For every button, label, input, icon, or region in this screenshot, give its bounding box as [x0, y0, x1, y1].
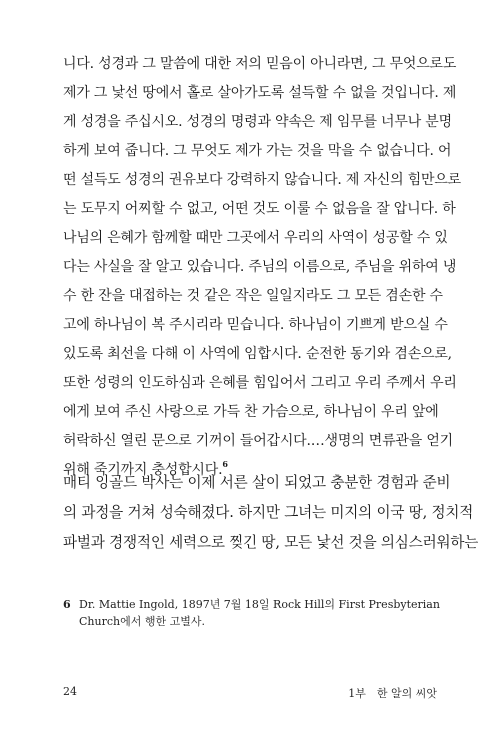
- quote-line: 또한 성령의 인도하심과 은혜를 힘입어서 그리고 우리 주께서 우리: [63, 375, 457, 391]
- quote-line: 게 성경을 주십시오. 성경의 명령과 약속은 제 임무를 너무나 분명: [63, 114, 452, 130]
- narrative-line: 의 과정을 거쳐 성숙해졌다. 하지만 그녀는 미지의 이국 땅, 정치적: [63, 504, 474, 521]
- narrative-paragraph: [63, 468, 479, 558]
- quoted-speech-block: [63, 50, 461, 485]
- narrative-line: 파벌과 경쟁적인 세력으로 찢긴 땅, 모든 낯선 것을 의심스러워하는: [63, 534, 479, 551]
- quote-line: 니다. 성경과 그 말씀에 대한 저의 믿음이 아니라면, 그 무엇으로도: [63, 56, 457, 72]
- quote-line: 수 한 잔을 대접하는 것 같은 작은 일일지라도 그 모든 겸손한 수: [63, 288, 443, 304]
- quote-last-line-text: 위해 죽기까지 충성합시다.: [63, 462, 223, 478]
- narrative-line: 매티 잉골드 박사는 이제 서른 살이 되었고 충분한 경험과 준비: [63, 474, 451, 491]
- footnote-number: 6: [63, 598, 71, 611]
- page-number: 24: [63, 685, 77, 698]
- quote-line: 제가 그 낯선 땅에서 홀로 살아가도록 설득할 수 없을 것입니다. 제: [63, 85, 457, 101]
- quote-line: 나님의 은혜가 함께할 때만 그곳에서 우리의 사역이 성공할 수 있: [63, 230, 448, 246]
- quote-line: 는 도무지 어찌할 수 없고, 어떤 것도 이룰 수 없음을 잘 압니다. 하: [63, 201, 456, 217]
- footnote-reference[interactable]: 6: [222, 459, 228, 469]
- quote-line: 다는 사실을 잘 알고 있습니다. 주님의 이름으로, 주님을 위하여 냉: [63, 259, 457, 275]
- quote-line: 있도록 최선을 다해 이 사역에 임합시다. 순전한 동기와 겸손으로,: [63, 346, 452, 362]
- running-head: 1부 한 알의 씨앗: [348, 687, 437, 700]
- footnote-text: Dr. Mattie Ingold, 1897년 7월 18일 Rock Hill의 First Presbyterian Church에서 행한 고별사.: [79, 598, 440, 628]
- quote-line: 하게 보여 줍니다. 그 무엇도 제가 가는 것을 막을 수 없습니다. 어: [63, 143, 452, 159]
- quote-line: 고에 하나님이 복 주시리라 믿습니다. 하나님이 기쁘게 받으실 수: [63, 317, 448, 333]
- quote-line: 에게 보여 주신 사랑으로 가득 찬 가슴으로, 하나님이 우리 앞에: [63, 404, 439, 420]
- quote-line: 허락하신 열린 문으로 기꺼이 들어갑시다.…생명의 면류관을 얻기: [63, 433, 453, 449]
- footnote: [63, 596, 443, 630]
- quote-line: 떤 설득도 성경의 권유보다 강력하지 않습니다. 제 자신의 힘만으로: [63, 172, 461, 188]
